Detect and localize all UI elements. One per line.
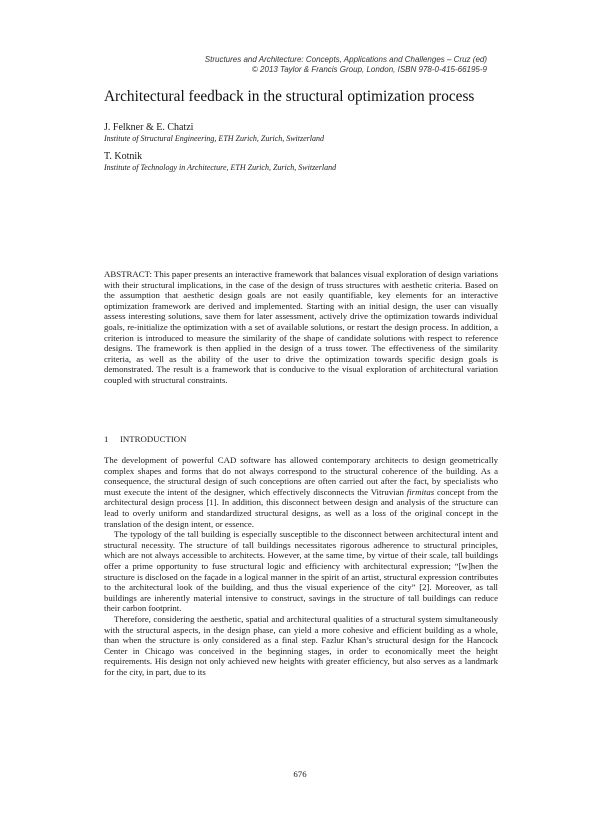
body-paragraph: The typology of the tall building is especially susceptible to the disconnect between architectural intent and structural necessity. The structure of tall buildings necessitates rigorous adherence to structural principles, which are not always accessible to architects. However, at the same time, by virtue of their scale, tall buildings offer a prime opportunity to fuse structural logic and efficiency with architectural expression; “[w]hen the structure is disclosed on the façade in a logical manner in the spirit of an artist, structural expression contributes to the architectural look of the building, and thus the visual experience of the city” [2]. Moreover, as tall buildings are inherently material intensive to construct, savings in the structure of tall buildings can reduce their carbon footprint. (104, 529, 498, 614)
book-title: Structures and Architecture: Concepts, Applications and Challenges – Cruz (ed) (204, 55, 487, 64)
author-names: T. Kotnik (104, 151, 143, 162)
section-title: INTRODUCTION (120, 434, 187, 444)
section-number: 1 (104, 434, 109, 444)
author-block-1 (104, 122, 324, 144)
book-header (205, 55, 487, 75)
copyright-line: © 2013 Taylor & Francis Group, London, ISBN 978-0-415-66195-9 (251, 65, 487, 74)
author-affiliation: Institute of Structural Engineering, ETH Zurich, Zurich, Switzerland (104, 134, 324, 143)
page-number: 676 (293, 769, 307, 779)
paper-title: Architectural feedback in the structural optimization process (104, 88, 475, 105)
body-text (104, 455, 498, 677)
body-paragraph: Therefore, considering the aesthetic, spatial and architectural qualities of a structural system simultaneously with the structural aspects, in the design phase, can yield a more cohesive and efficient building as a whole, than when the structure is only considered as a final step. Fazlur Khan’s structural design for the Hancock Center in Chicago was conceived in the beginning stages, in order to economically meet the height requirements. His design not only achieved new heights with greater efficiency, but also serves as a landmark for the city, in part, due to its (104, 613, 498, 677)
abstract: ABSTRACT: This paper presents an interactive framework that balances visual exploration of design variations with their structural implications, in the case of the design of truss structures with aesthetic criteria. Based on the assumption that aesthetic design goals are not easily quantifiable, key elements for an interactive optimization framework are derived and implemented. Starting with an initial design, the user can visually assess interesting solutions, save them for later assessment, actively drive the optimization towards individual goals, re-initialize the optimization with a set of available solutions, or restart the design process. In addition, a criterion is introduced to measure the similarity of the shape of candidate solutions with respect to reference designs. The framework is then applied in the design of a truss tower. The effectiveness of the similarity criteria, as well as the ability of the user to drive the optimization towards specific design goals is demonstrated. The result is a framework that is conducive to the visual exploration of architectural variation coupled with structural constraints. (104, 269, 498, 385)
emphasis-term: firmitas (406, 486, 435, 497)
author-block-2 (104, 151, 336, 173)
author-names: J. Felkner & E. Chatzi (104, 122, 194, 133)
body-paragraph: The development of powerful CAD software has allowed contemporary architects to design geometrically complex shapes and forms that do not always correspond to the structural coherence of the building. As a consequence, the structural design of such conceptions are often carried out after the fact, by specialists who must execute the intent of the designer, which effectively disconnects the Vitruvian firmitas concept from the architectural design process [1]. In addition, this disconnect between design and analysis of the structure can lead to overly uniform and standardized structural designs, as well as a loss of the original concept in the translation of the design intent, or essence. (104, 455, 498, 529)
section-heading (104, 434, 186, 445)
author-affiliation: Institute of Technology in Architecture, ETH Zurich, Zurich, Switzerland (104, 163, 337, 172)
